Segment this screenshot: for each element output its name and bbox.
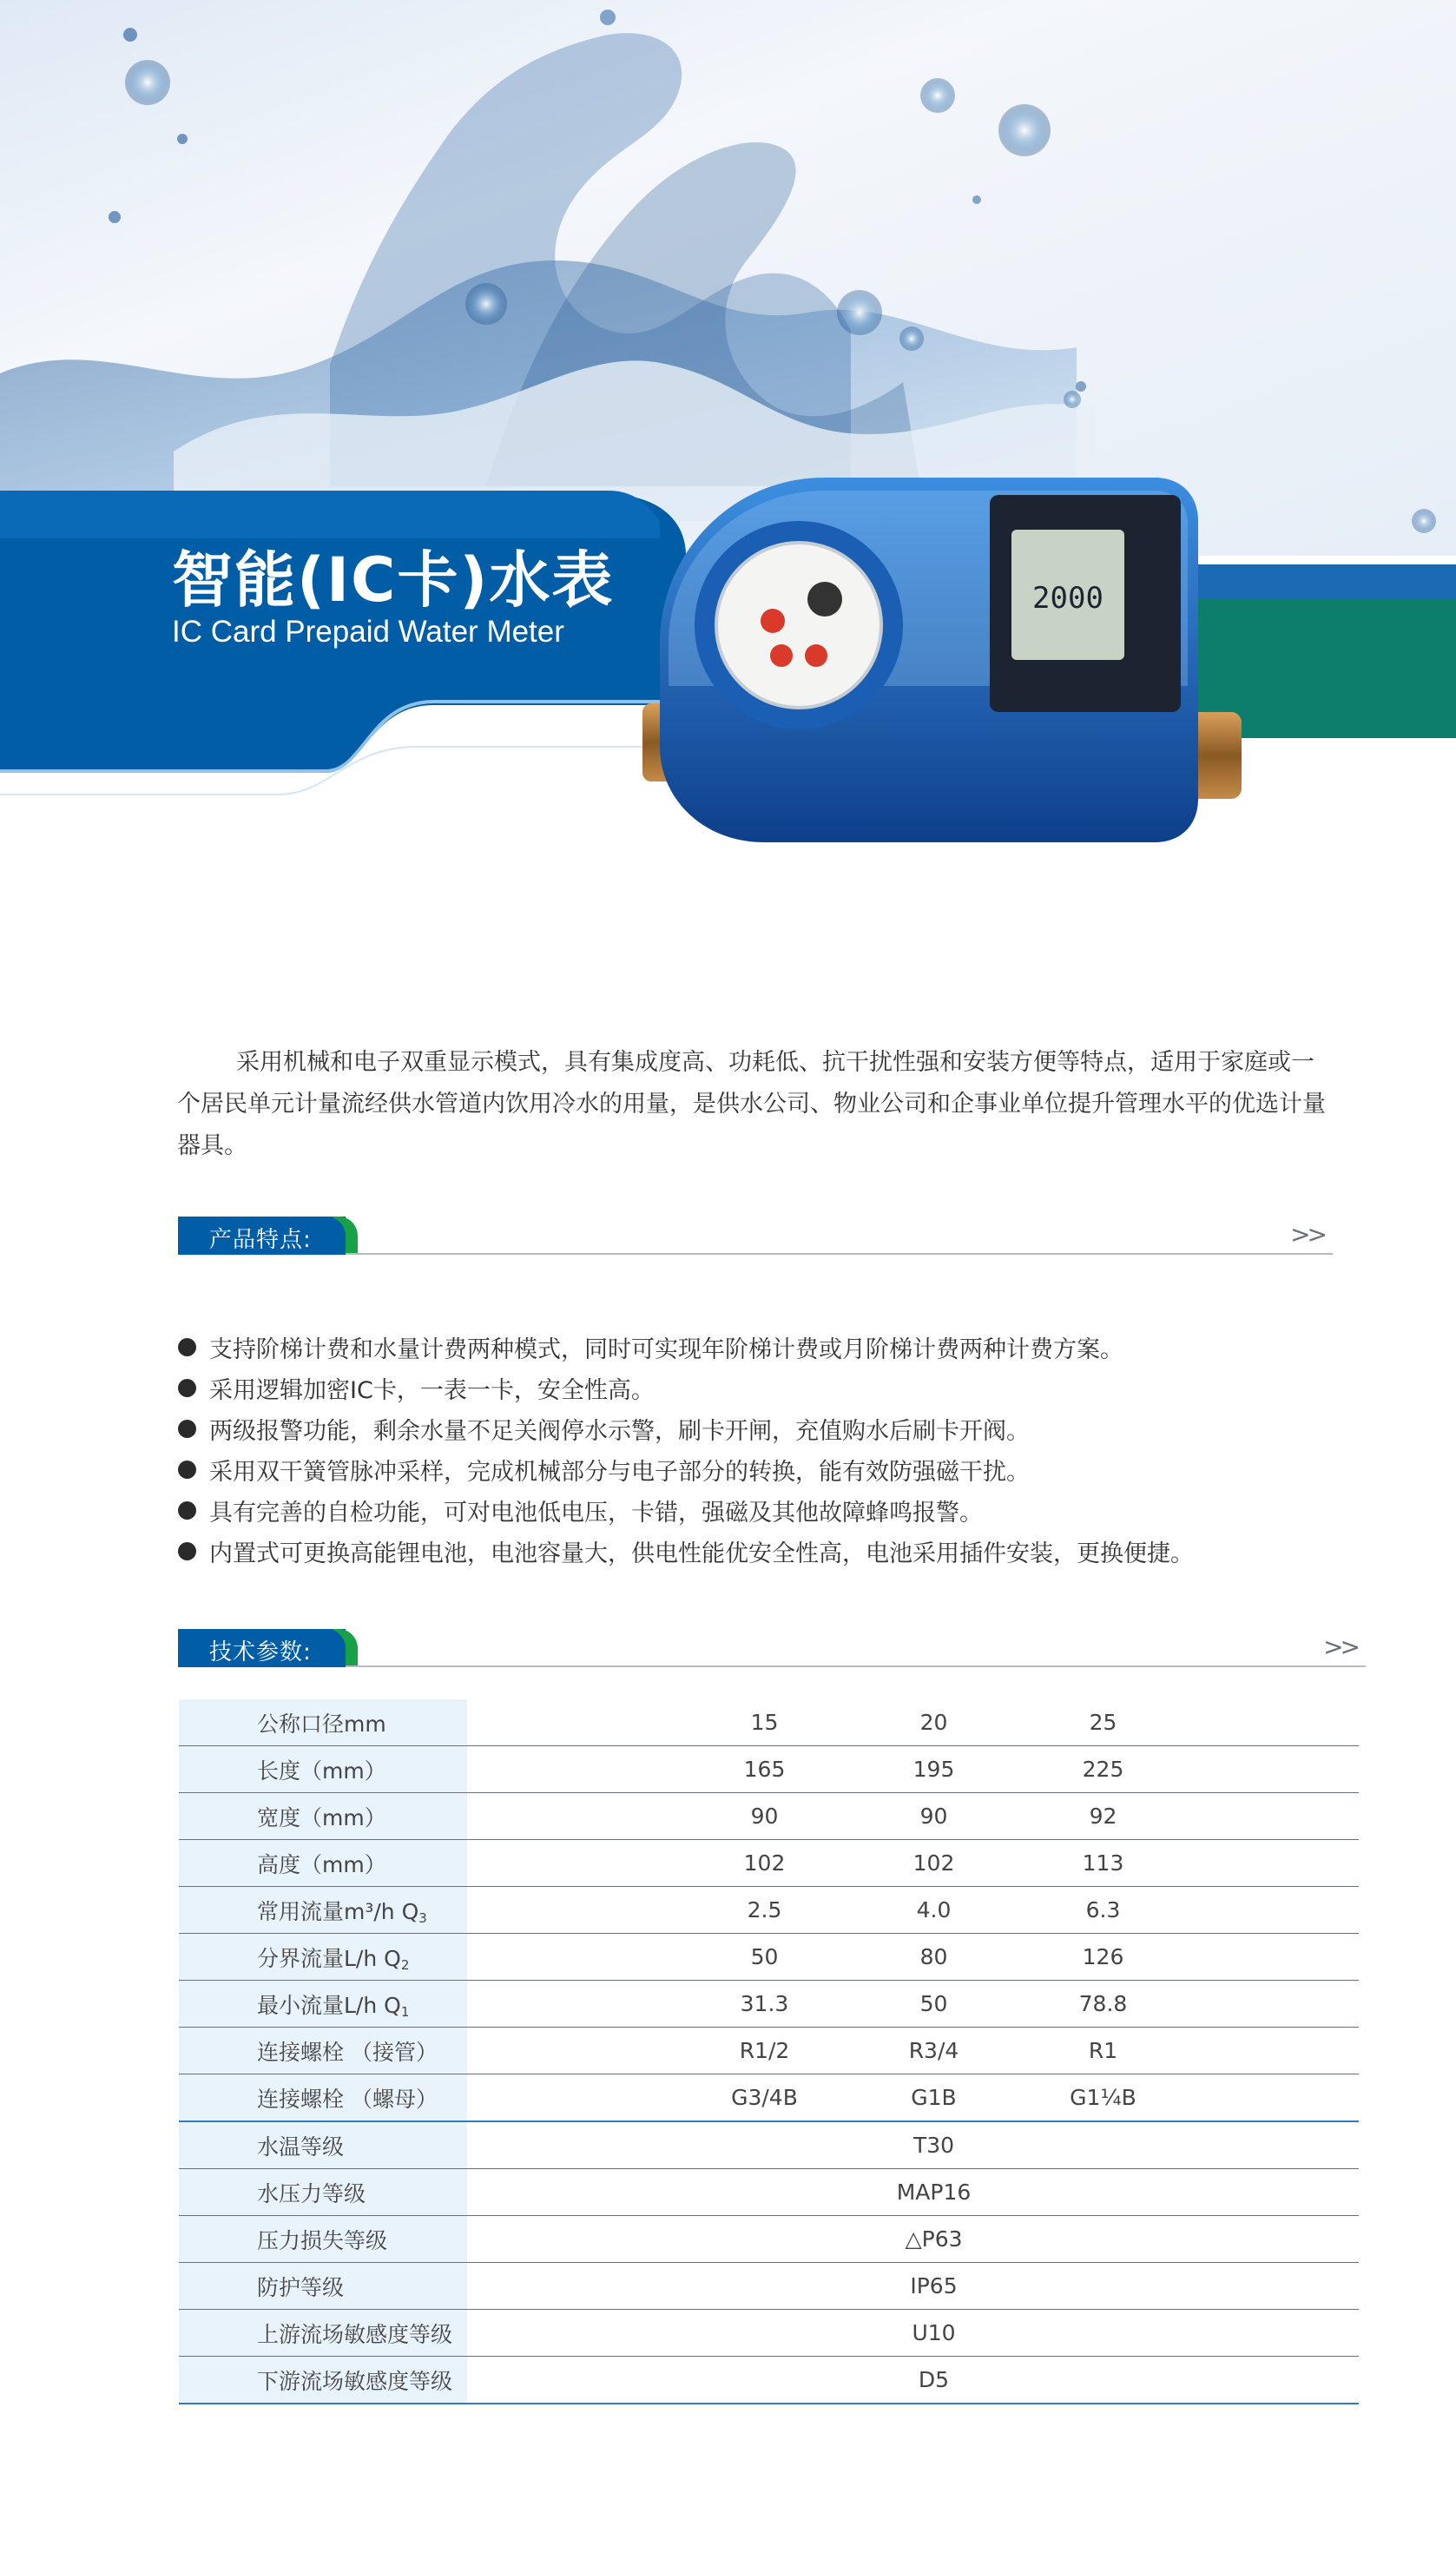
spec-label: 最小流量L/h $Q_1$ — [179, 1981, 467, 2028]
spec-value: R1/2 — [680, 2028, 849, 2074]
features-more-link[interactable]: >> — [1290, 1220, 1324, 1249]
table-row — [179, 1746, 1359, 1793]
feature-item: 支持阶梯计费和水量计费两种模式，同时可实现年阶梯计费或月阶梯计费两种计费方案。 — [178, 1330, 1194, 1371]
spec-section-label: 技术参数: — [209, 1639, 312, 1665]
table-row — [179, 2263, 1359, 2310]
section-tab — [178, 1217, 346, 1255]
spec-value: 2.5 — [680, 1887, 849, 1934]
spec-label: 分界流量L/h $Q_2$ — [179, 1934, 467, 1981]
spec-value: 225 — [1018, 1746, 1188, 1793]
table-row — [179, 2121, 1359, 2169]
table-row — [179, 1840, 1359, 1887]
spec-value: R3/4 — [849, 2028, 1018, 2074]
table-row — [179, 2216, 1359, 2263]
spec-value: 78.8 — [1018, 1981, 1188, 2028]
spec-value: 165 — [680, 1746, 849, 1793]
water-meter-product-image — [642, 469, 1268, 868]
features-section-label: 产品特点: — [209, 1227, 312, 1253]
table-row — [179, 2310, 1359, 2357]
spec-label: 下游流场敏感度等级 — [179, 2357, 467, 2404]
spec-value: 113 — [1018, 1840, 1188, 1887]
spec-value: 195 — [849, 1746, 1018, 1793]
bullet-dot-icon — [178, 1420, 196, 1438]
spec-value: 6.3 — [1018, 1887, 1188, 1934]
feature-item: 采用双干簧管脉冲采样，完成机械部分与电子部分的转换，能有效防强磁干扰。 — [178, 1453, 1194, 1494]
spec-value: △P63 — [680, 2216, 1188, 2263]
spec-label: 高度（mm） — [179, 1840, 467, 1887]
spec-value: 102 — [680, 1840, 849, 1887]
spec-label: 上游流场敏感度等级 — [179, 2310, 467, 2357]
hero-banner — [0, 0, 1456, 868]
spec-label: 压力损失等级 — [179, 2216, 467, 2263]
meter-lcd-value: 2000 — [1032, 581, 1104, 616]
spec-label: 水温等级 — [179, 2121, 467, 2169]
spec-value: U10 — [680, 2310, 1188, 2357]
spec-value: MAP16 — [680, 2169, 1188, 2216]
spec-value: G1¹⁄₄B — [1018, 2074, 1188, 2122]
spec-section-header — [178, 1629, 1366, 1667]
section-divider — [178, 1665, 1366, 1667]
features-section-header — [178, 1217, 1333, 1255]
spec-label: 水压力等级 — [179, 2169, 467, 2216]
spec-value: 50 — [680, 1934, 849, 1981]
bullet-dot-icon — [178, 1461, 196, 1479]
feature-item: 两级报警功能，剩余水量不足关阀停水示警，刷卡开闸，充值购水后刷卡开阀。 — [178, 1412, 1194, 1453]
intro-paragraph: 采用机械和电子双重显示模式，具有集成度高、功耗低、抗干扰性强和安装方便等特点，适用于家庭或一个居民单元计量流经供水管道内饮用冷水的用量，是供水公司、物业公司和企事业单位提升管理水平的优选计量器具。 — [177, 1049, 1326, 1159]
table-row — [179, 2028, 1359, 2074]
bullet-dot-icon — [178, 1338, 196, 1356]
spec-value: G3/4B — [680, 2074, 849, 2122]
spec-value: 90 — [849, 1793, 1018, 1840]
spec-value: R1 — [1018, 2028, 1188, 2074]
spec-label: 常用流量m³/h $Q_3$ — [179, 1887, 467, 1934]
section-tab — [178, 1629, 346, 1667]
feature-item: 内置式可更换高能锂电池，电池容量大，供电性能优安全性高，电池采用插件安装，更换便捷。 — [178, 1534, 1194, 1575]
table-row — [179, 2357, 1359, 2404]
table-row — [179, 1793, 1359, 1840]
spec-more-link[interactable]: >> — [1323, 1632, 1357, 1661]
spec-label: 公称口径mm — [179, 1699, 467, 1746]
spec-label: 长度（mm） — [179, 1746, 467, 1793]
table-row — [179, 1699, 1359, 1746]
table-row — [179, 2074, 1359, 2122]
features-list — [178, 1330, 1194, 1575]
table-row — [179, 2169, 1359, 2216]
spec-value: 80 — [849, 1934, 1018, 1981]
spec-value: IP65 — [680, 2263, 1188, 2310]
spec-value: D5 — [680, 2357, 1188, 2404]
spec-value: 15 — [680, 1699, 849, 1746]
bullet-dot-icon — [178, 1501, 196, 1520]
spec-value: 126 — [1018, 1934, 1188, 1981]
spec-value: 4.0 — [849, 1887, 1018, 1934]
spec-value: 102 — [849, 1840, 1018, 1887]
feature-item: 具有完善的自检功能，可对电池低电压，卡错，强磁及其他故障蜂鸣报警。 — [178, 1494, 1194, 1534]
spec-label: 防护等级 — [179, 2263, 467, 2310]
spec-table — [179, 1699, 1359, 2404]
hero-title: 智能(IC卡)水表 — [172, 544, 615, 616]
spec-value: 50 — [849, 1981, 1018, 2028]
section-divider — [178, 1253, 1333, 1255]
spec-value: 92 — [1018, 1793, 1188, 1840]
spec-label: 连接螺栓 （接管） — [179, 2028, 467, 2074]
spec-value: 20 — [849, 1699, 1018, 1746]
spec-value: 31.3 — [680, 1981, 849, 2028]
hero-subtitle: IC Card Prepaid Water Meter — [172, 615, 564, 649]
table-row — [179, 1981, 1359, 2028]
spec-label: 宽度（mm） — [179, 1793, 467, 1840]
table-row — [179, 1887, 1359, 1934]
spec-value: G1B — [849, 2074, 1018, 2122]
spec-label: 连接螺栓 （螺母） — [179, 2074, 467, 2122]
spec-value: 25 — [1018, 1699, 1188, 1746]
table-row — [179, 1934, 1359, 1981]
spec-value: T30 — [680, 2121, 1188, 2169]
feature-item: 采用逻辑加密IC卡，一表一卡，安全性高。 — [178, 1371, 1194, 1412]
spec-value: 90 — [680, 1793, 849, 1840]
bullet-dot-icon — [178, 1379, 196, 1397]
bullet-dot-icon — [178, 1542, 196, 1560]
